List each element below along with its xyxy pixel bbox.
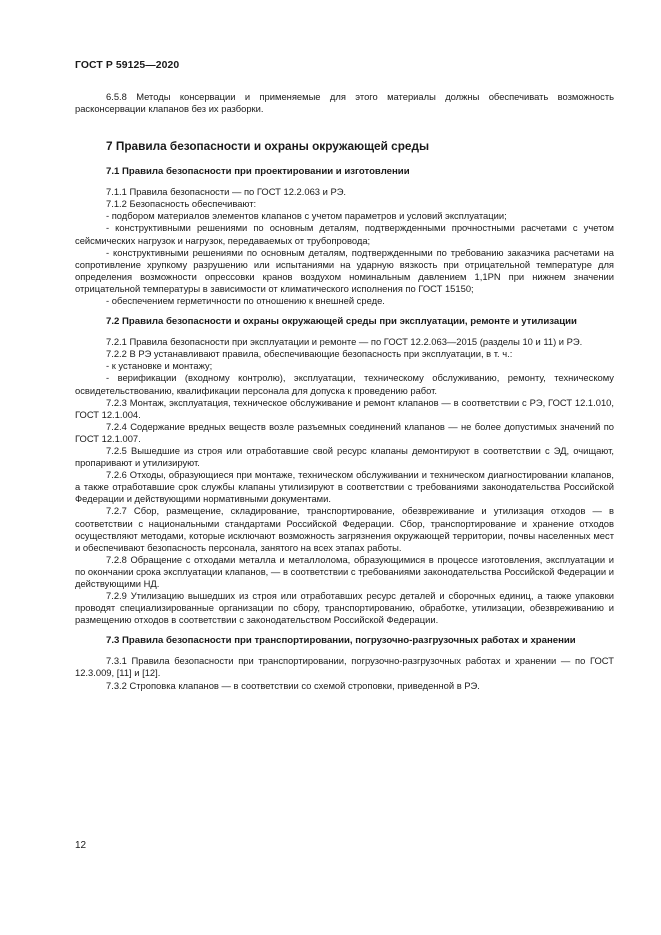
subsection-7-3-heading: 7.3 Правила безопасности при транспортировании, погрузочно-разгрузочных работах и хранении xyxy=(106,635,576,647)
paragraph-7-2-2: 7.2.2 В РЭ устанавливают правила, обеспечивающие безопасность при эксплуатации, в т. ч.: xyxy=(106,348,513,360)
page-body xyxy=(75,91,614,692)
paragraph-7-2-5: 7.2.5 Вышедшие из строя или отработавшие свой ресурс клапаны демонтируют в соответствии с ЭД, очищают, пропаривают и утилизируют. xyxy=(75,444,614,469)
page-number: 12 xyxy=(75,840,87,851)
paragraph-7-3-1: 7.3.1 Правила безопасности при транспортировании, погрузочно-разгрузочных работах и хранении — по ГОСТ 12.3.009, [11] и [12]. xyxy=(75,655,614,679)
paragraph-7-1-1: 7.1.1 Правила безопасности — по ГОСТ 12.2.063 и РЭ. xyxy=(106,186,347,198)
subsection-7-1-heading: 7.1 Правила безопасности при проектировании и изготовлении xyxy=(106,166,410,178)
paragraph-7-2-9: 7.2.9 Утилизацию вышедших из строя или отработавших ресурс деталей и сборочных единиц, а также упаковки проводят специализированные организации по сбору, транспортированию, обработке, утилизации, обезвреживанию и размещению отходов в соответствии с законодательством Российской Федерации. xyxy=(75,590,614,626)
paragraph-7-2-8: 7.2.8 Обращение с отходами металла и металлолома, образующимися в процессе изготовления, эксплуатации и по окончании срока эксплуатации клапанов, — в соответствии с требованиями законодательства Российской Федерации и действующими НД. xyxy=(75,553,614,589)
list-item: - к установке и монтажу; xyxy=(106,360,213,372)
list-item: - подбором материалов элементов клапанов с учетом параметров и условий эксплуатации; xyxy=(106,210,507,222)
list-item: - конструктивными решениями по основным деталям, подтвержденными по требованию заказчика расчетами на сопротивление хрупкому разрушению или испытаниями на ударную вязкость при отрицательной температуре для определения возможности опрессовки кранов воздухом номинальным давлением 1,1PN при нижнем значении отрицательной температуры в зависимости от климатического исполнения по ГОСТ 15150; xyxy=(75,246,614,294)
list-item: - верификации (входному контролю), эксплуатации, техническому обслуживанию, ремонту, техническому освидетельствованию, квалификации персонала для допуска к проведению работ. xyxy=(75,372,614,396)
section-7-heading: 7 Правила безопасности и охраны окружающей среды xyxy=(106,139,430,154)
list-item: - обеспечением герметичности по отношению к внешней среде. xyxy=(106,295,385,307)
paragraph-7-2-7: 7.2.7 Сбор, размещение, складирование, транспортирование, обезвреживание и утилизация отходов — в соответствии с национальными стандартами Российской Федерации. Сбор, транспортирование и хранение отходов осуществляют методами, которые исключают возможность загрязнения окружающей территории, почвы населенных мест и обеспечивают безопасность персонала, занятого на всех этапах работы. xyxy=(75,505,614,553)
paragraph-6-5-8: 6.5.8 Методы консервации и применяемые для этого материалы должны обеспечивать возможность расконсервации клапанов без их разборки. xyxy=(75,91,614,115)
subsection-7-2-heading: 7.2 Правила безопасности и охраны окружающей среды при эксплуатации, ремонте и утилизации xyxy=(106,316,577,328)
document-code-header: ГОСТ Р 59125—2020 xyxy=(75,60,180,71)
paragraph-7-2-3: 7.2.3 Монтаж, эксплуатация, техническое обслуживание и ремонт клапанов — в соответствии с РЭ, ГОСТ 12.1.010, ГОСТ 12.1.004. xyxy=(75,396,614,420)
paragraph-7-2-4: 7.2.4 Содержание вредных веществ возле разъемных соединений клапанов — не более допустимых значений по ГОСТ 12.1.007. xyxy=(75,420,614,444)
paragraph-7-2-6: 7.2.6 Отходы, образующиеся при монтаже, техническом обслуживании и техническом диагностировании клапанов, а также отработавшие срок службы клапаны утилизируют в соответствии с требованиями законодательства Российской Федерации и действующими нормативными документами. xyxy=(75,469,614,505)
paragraph-7-2-1: 7.2.1 Правила безопасности при эксплуатации и ремонте — по ГОСТ 12.2.063—2015 (разделы 10 и 11) и РЭ. xyxy=(106,336,583,348)
list-item: - конструктивными решениями по основным деталям, подтвержденными прочностными расчетами с учетом сейсмических нагрузок и нагрузок, передаваемых от трубопровода; xyxy=(75,222,614,246)
paragraph-7-3-2: 7.3.2 Строповка клапанов — в соответствии со схемой строповки, приведенной в РЭ. xyxy=(106,679,480,691)
paragraph-7-1-2: 7.1.2 Безопасность обеспечивают: xyxy=(106,198,257,210)
